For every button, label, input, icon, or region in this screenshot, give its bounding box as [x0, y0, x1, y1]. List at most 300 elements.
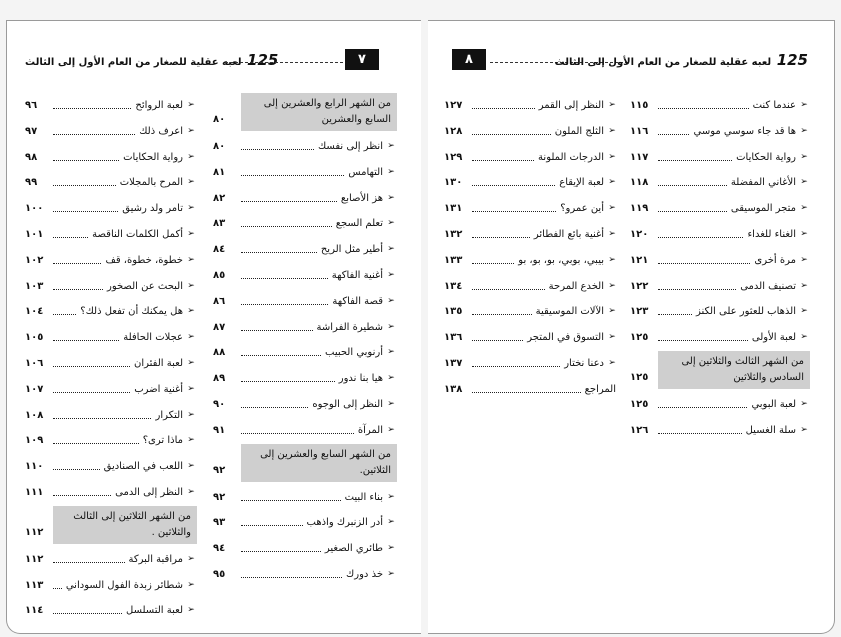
toc-page-number: ١٢٩ [444, 151, 463, 163]
toc-entry-title: سلة الغسيل [745, 424, 796, 436]
toc-page-number: ٩٤ [213, 543, 226, 555]
toc-page-number: ١٢٥ [630, 332, 649, 344]
toc-entry[interactable] [213, 392, 397, 418]
arrow-bullet-icon: ➢ [387, 568, 395, 579]
toc-leader-dots [241, 577, 342, 578]
toc-page-number: ٩٩ [25, 177, 38, 189]
toc-entry-title: الثلج الملون [554, 125, 604, 137]
toc-page-number: ١١٣ [25, 579, 44, 591]
arrow-bullet-icon: ➢ [800, 151, 808, 162]
toc-entry-title: اعرف ذلك [139, 125, 183, 137]
toc-leader-dots [241, 201, 337, 202]
toc-entry[interactable] [213, 315, 397, 341]
toc-leader-dots [472, 108, 535, 109]
toc-leader-dots [241, 149, 314, 150]
toc-leader-dots [472, 340, 523, 341]
toc-entry[interactable] [444, 299, 618, 325]
toc-entry[interactable] [25, 377, 197, 403]
toc-page-number: ١١٧ [630, 151, 649, 163]
arrow-bullet-icon: ➢ [800, 203, 808, 214]
toc-entry[interactable] [213, 289, 397, 315]
arrow-bullet-icon: ➢ [800, 100, 808, 110]
arrow-bullet-icon: ➢ [187, 435, 195, 446]
arrow-bullet-icon: ➢ [387, 373, 395, 384]
toc-entry[interactable] [213, 562, 397, 588]
toc-entry[interactable] [213, 510, 397, 536]
toc-leader-dots [472, 314, 532, 315]
section-title: من الشهر الثالث والثلاثين إلى السادس والثلاثين [681, 355, 804, 383]
toc-entry-title: بناء البيت [344, 491, 383, 503]
toc-page-number: ٩٦ [25, 100, 38, 111]
toc-entry[interactable] [25, 454, 197, 480]
arrow-bullet-icon: ➢ [187, 332, 195, 343]
toc-page-number: ١٠٦ [25, 357, 44, 369]
toc-leader-dots [53, 340, 119, 341]
arrow-bullet-icon: ➢ [387, 218, 395, 229]
toc-page-number: ١٢٣ [630, 306, 649, 318]
toc-page-number: ١١٥ [630, 100, 649, 111]
book-title [25, 51, 278, 69]
toc-entry[interactable] [213, 418, 397, 444]
toc-page-number: ١٢٨ [444, 125, 463, 137]
toc-leader-dots [658, 237, 743, 238]
toc-leader-dots [472, 185, 555, 186]
toc-page-number: ١٣١ [444, 203, 463, 215]
toc-entry-title: لعبة البوبي [751, 398, 796, 410]
toc-leader-dots [241, 330, 313, 331]
toc-page-number: ٨١ [213, 166, 226, 178]
toc-entry[interactable] [213, 160, 397, 186]
arrow-bullet-icon: ➢ [187, 409, 195, 420]
toc-entry-title: أرنوبي الحبيب [325, 347, 383, 359]
toc-page-number: ١٢٦ [630, 424, 649, 436]
toc-leader-dots [241, 551, 321, 552]
arrow-bullet-icon: ➢ [800, 177, 808, 188]
toc-entry-title: هيا بنا ندور [338, 373, 383, 385]
toc-page-number: ٩٨ [25, 151, 38, 163]
toc-leader-dots [53, 392, 130, 393]
toc-page-number: ٨٣ [213, 218, 226, 230]
toc-page-number: ٨٢ [213, 192, 226, 204]
toc-leader-dots [53, 366, 130, 367]
book-title-text: لعبه عقلية للصغار من العام الأول إلى الثالث [25, 57, 242, 68]
toc-leader-dots [658, 211, 727, 212]
toc-entry[interactable] [630, 325, 810, 351]
arrow-bullet-icon: ➢ [800, 125, 808, 136]
toc-page-number: ٨٨ [213, 347, 226, 359]
toc-entry[interactable] [444, 274, 618, 300]
toc-entry-title: لعبة الروائح [135, 100, 183, 111]
toc-entry-title: خطوة، خطوة، قف [105, 254, 183, 266]
toc-page-number: ٩٠ [213, 398, 226, 410]
arrow-bullet-icon: ➢ [608, 177, 616, 188]
arrow-bullet-icon: ➢ [608, 280, 616, 291]
toc-entry[interactable] [630, 392, 810, 418]
arrow-bullet-icon: ➢ [387, 166, 395, 177]
toc-leader-dots [53, 185, 116, 186]
toc-entry[interactable] [444, 222, 618, 248]
toc-page-number: ١٠٩ [25, 435, 44, 447]
toc-entry[interactable] [25, 480, 197, 506]
arrow-bullet-icon: ➢ [608, 151, 616, 162]
toc-leader-dots [53, 108, 131, 109]
page-header [428, 49, 834, 71]
toc-page-number: ١٠٣ [25, 280, 44, 292]
toc-entry-title: النظر إلى القمر [538, 100, 604, 111]
toc-leader-dots [472, 366, 560, 367]
book-title [555, 51, 808, 69]
toc-entry[interactable] [25, 547, 197, 573]
toc-page-number: ٨٩ [213, 373, 226, 385]
section-page-number: ٨٠ [213, 114, 226, 125]
toc-entry-title: عندما كنت [752, 100, 796, 111]
arrow-bullet-icon: ➢ [800, 398, 808, 409]
toc-entry[interactable] [213, 485, 397, 511]
toc-entry-title: لعبة الفئران [134, 357, 183, 369]
toc-entry[interactable] [630, 418, 810, 444]
toc-page-number: ١١٤ [25, 605, 44, 617]
toc-leader-dots [472, 134, 551, 135]
section-title: من الشهر الرابع والعشرين إلى السابع والعشرين [263, 98, 391, 125]
toc-leader-dots [241, 433, 354, 434]
toc-leader-dots [658, 314, 692, 315]
arrow-bullet-icon: ➢ [608, 100, 616, 110]
toc-entry-title: الذهاب للعثور على الكنز [695, 306, 796, 318]
section-title: من الشهر الثلاثين إلى الثالث والثلاثين . [73, 510, 191, 538]
toc-leader-dots [241, 252, 317, 253]
toc-page-number: ٩٣ [213, 517, 226, 529]
toc-entry[interactable] [25, 351, 197, 377]
toc-entry-title: الدرجات الملونة [538, 151, 604, 163]
toc-entry[interactable] [25, 299, 197, 325]
toc-leader-dots [658, 407, 747, 408]
toc-page-number: ١٣٢ [444, 228, 463, 240]
arrow-bullet-icon: ➢ [608, 125, 616, 136]
arrow-bullet-icon: ➢ [387, 398, 395, 409]
toc-entry[interactable] [630, 248, 810, 274]
toc-entry[interactable] [25, 196, 197, 222]
arrow-bullet-icon: ➢ [187, 100, 195, 110]
toc-entry-title: تصنيف الدمى [740, 280, 796, 292]
toc-entry-title: شطائر زبدة الفول السوداني [65, 579, 183, 591]
arrow-bullet-icon: ➢ [187, 228, 195, 239]
arrow-bullet-icon: ➢ [608, 306, 616, 317]
toc-page-number: ١٢٠ [630, 228, 649, 240]
page-header [7, 49, 421, 71]
toc-leader-dots [658, 134, 689, 135]
toc-page-number: ١٠٢ [25, 254, 44, 266]
toc-entry[interactable] [444, 93, 618, 119]
toc-entry[interactable] [25, 119, 197, 145]
toc-entry-title: عجلات الحافلة [123, 332, 183, 344]
arrow-bullet-icon: ➢ [387, 517, 395, 528]
toc-entry-title: المراجع [584, 383, 616, 395]
toc-entry-title: الأغاني المفضلة [730, 177, 796, 189]
toc-entry-title: النظر إلى الدمى [115, 486, 183, 498]
toc-entry-title: اللعب في الصناديق [103, 461, 183, 473]
toc-entry-title: هل يمكنك أن تفعل ذلك؟ [80, 306, 183, 318]
toc-page-number: ١١٢ [25, 553, 44, 565]
toc-entry[interactable] [25, 325, 197, 351]
toc-entry[interactable] [444, 196, 618, 222]
toc-page-number: ١١٩ [630, 203, 649, 215]
toc-leader-dots [472, 237, 530, 238]
toc-entry-title: المرح بالمجلات [119, 177, 183, 189]
toc-leader-dots [53, 588, 62, 589]
toc-entry[interactable] [444, 377, 618, 403]
arrow-bullet-icon: ➢ [608, 254, 616, 265]
toc-leader-dots [241, 304, 328, 305]
toc-leader-dots [53, 443, 139, 444]
toc-entry-title: لعبة الأولى [751, 332, 796, 344]
arrow-bullet-icon: ➢ [387, 491, 395, 502]
toc-page-number: ١٠١ [25, 228, 44, 240]
toc-entry-title: البحث عن الصخور [106, 280, 183, 292]
toc-entry[interactable] [630, 222, 810, 248]
toc-page-number: ١٣٣ [444, 254, 463, 266]
arrow-bullet-icon: ➢ [187, 605, 195, 616]
toc-leader-dots [241, 407, 308, 408]
arrow-bullet-icon: ➢ [387, 141, 395, 151]
toc-entry[interactable] [25, 222, 197, 248]
toc-entry[interactable] [25, 274, 197, 300]
toc-leader-dots [53, 562, 125, 563]
toc-entry[interactable] [630, 196, 810, 222]
toc-entry[interactable] [213, 237, 397, 263]
toc-leader-dots [241, 500, 341, 501]
section-title: من الشهر السابع والعشرين إلى الثلاثين. [260, 448, 391, 476]
toc-entry-title: أطير مثل الريح [320, 244, 383, 256]
toc-leader-dots [658, 108, 749, 109]
toc-entry-title: مراقبة البركة [128, 553, 183, 565]
arrow-bullet-icon: ➢ [387, 295, 395, 306]
toc-entry[interactable] [25, 248, 197, 274]
toc-leader-dots [241, 278, 328, 279]
toc-entry[interactable] [630, 274, 810, 300]
toc-leader-dots [658, 289, 736, 290]
book-spine [421, 0, 428, 637]
toc-page-number: ١٠٠ [25, 203, 44, 215]
toc-section-header [213, 444, 397, 482]
toc-leader-dots [241, 175, 344, 176]
toc-page-number: ١٠٥ [25, 332, 44, 344]
toc-leader-dots [53, 469, 100, 470]
toc-entry[interactable] [213, 340, 397, 366]
toc-page-number: ١١١ [25, 486, 44, 498]
arrow-bullet-icon: ➢ [187, 357, 195, 368]
toc-column-left [444, 93, 618, 403]
toc-page-number: ١٠٨ [25, 409, 44, 421]
toc-leader-dots [241, 355, 321, 356]
toc-page-number: ١٣٧ [444, 357, 463, 369]
toc-entry-title: أغنية بائع الفطائر [533, 228, 604, 240]
toc-section-header [630, 351, 810, 389]
arrow-bullet-icon: ➢ [387, 192, 395, 203]
toc-leader-dots [658, 433, 742, 434]
toc-entry-title: أغنية الفاكهة [331, 269, 383, 281]
toc-page-number: ١٣٥ [444, 306, 463, 318]
toc-leader-dots [658, 160, 732, 161]
toc-entry[interactable] [444, 119, 618, 145]
toc-entry-title: التكرار [155, 409, 183, 421]
toc-entry-title: التسوق في المتجر [527, 332, 604, 344]
toc-page-number: ١٣٨ [444, 383, 463, 395]
toc-entry-title: المرآة [357, 424, 383, 436]
toc-entry-title: تعلم السجع [335, 218, 383, 230]
toc-entry-title: النظر إلى الوجوه [312, 398, 383, 410]
page-number: ٨ [452, 49, 486, 70]
arrow-bullet-icon: ➢ [187, 203, 195, 214]
toc-leader-dots [241, 226, 332, 227]
toc-leader-dots [53, 263, 101, 264]
toc-entry-title: لعبة الإيقاع [559, 177, 604, 189]
arrow-bullet-icon: ➢ [387, 269, 395, 280]
toc-entry-title: شطيرة الفراشة [316, 321, 383, 333]
toc-page-number: ٩٧ [25, 125, 38, 137]
toc-leader-dots [53, 211, 118, 212]
arrow-bullet-icon: ➢ [800, 280, 808, 291]
toc-page-number: ٩١ [213, 424, 226, 436]
page-number: ٧ [345, 49, 379, 70]
toc-leader-dots [53, 134, 135, 135]
toc-leader-dots [472, 160, 534, 161]
toc-entry[interactable] [444, 351, 618, 377]
toc-page-number: ١٣٤ [444, 280, 463, 292]
arrow-bullet-icon: ➢ [187, 306, 195, 317]
book-title-number: 125 [776, 51, 808, 69]
arrow-bullet-icon: ➢ [387, 347, 395, 358]
section-page-number: ١١٢ [25, 526, 44, 538]
arrow-bullet-icon: ➢ [187, 151, 195, 162]
toc-entry[interactable] [213, 134, 397, 160]
arrow-bullet-icon: ➢ [187, 461, 195, 472]
toc-entry[interactable] [25, 93, 197, 119]
arrow-bullet-icon: ➢ [387, 244, 395, 255]
toc-entry[interactable] [213, 186, 397, 212]
toc-entry[interactable] [213, 263, 397, 289]
toc-entry-title: انظر إلى نفسك [318, 141, 383, 152]
toc-entry-title: متجر الموسيقى [730, 203, 796, 215]
toc-page-number: ٩٢ [213, 491, 226, 503]
toc-leader-dots [53, 418, 151, 419]
toc-entry[interactable] [25, 145, 197, 171]
toc-page-number: ١٢٧ [444, 100, 463, 111]
toc-leader-dots [472, 289, 545, 290]
arrow-bullet-icon: ➢ [608, 332, 616, 343]
toc-entry[interactable] [630, 299, 810, 325]
toc-entry-title: هز الأصابع [340, 192, 383, 204]
arrow-bullet-icon: ➢ [387, 424, 395, 435]
toc-page-number: ٨٠ [213, 141, 226, 152]
toc-entry[interactable] [630, 119, 810, 145]
toc-entry-title: تامر ولد رشيق [122, 203, 183, 215]
toc-entry[interactable] [25, 403, 197, 429]
toc-entry-title: أكمل الكلمات الناقصة [92, 228, 183, 240]
arrow-bullet-icon: ➢ [800, 254, 808, 265]
toc-entry-title: طائري الصغير [324, 543, 383, 555]
toc-column-right [213, 93, 397, 588]
toc-entry[interactable] [630, 170, 810, 196]
toc-entry-title: بيبي، بوبي، بو، بو، بو [518, 254, 604, 266]
arrow-bullet-icon: ➢ [608, 228, 616, 239]
toc-entry[interactable] [25, 170, 197, 196]
toc-page-number: ٨٥ [213, 269, 226, 281]
toc-column-left [25, 93, 197, 624]
toc-page-number: ١١٨ [630, 177, 649, 189]
toc-leader-dots [472, 263, 514, 264]
section-page-number: ٩٢ [213, 464, 226, 476]
toc-page-number: ٨٧ [213, 321, 226, 333]
toc-entry-title: رواية الحكايات [736, 151, 796, 163]
toc-entry[interactable] [213, 366, 397, 392]
toc-entry-title: أغنية اضرب [134, 383, 183, 395]
toc-entry[interactable] [25, 428, 197, 454]
toc-entry[interactable] [444, 145, 618, 171]
toc-leader-dots [53, 160, 119, 161]
toc-entry[interactable] [213, 536, 397, 562]
toc-entry[interactable] [444, 325, 618, 351]
page-right [428, 20, 835, 634]
toc-leader-dots [53, 314, 76, 315]
toc-entry-title: الغناء للغداء [747, 228, 796, 240]
arrow-bullet-icon: ➢ [187, 177, 195, 188]
toc-column-right [630, 93, 810, 444]
arrow-bullet-icon: ➢ [187, 486, 195, 497]
toc-entry-title: ها قد جاء سوسي موسي [693, 125, 796, 137]
arrow-bullet-icon: ➢ [387, 543, 395, 554]
toc-entry[interactable] [630, 93, 810, 119]
toc-entry[interactable] [444, 170, 618, 196]
toc-leader-dots [472, 392, 581, 393]
toc-section-header [25, 506, 197, 544]
toc-entry[interactable] [213, 211, 397, 237]
toc-leader-dots [53, 613, 122, 614]
toc-page-number: ١٣٦ [444, 332, 463, 344]
toc-entry-title: الآلات الموسيقية [535, 306, 604, 318]
toc-entry[interactable] [444, 248, 618, 274]
toc-entry[interactable] [25, 598, 197, 624]
toc-entry-title: خذ دورك [346, 568, 383, 580]
toc-entry[interactable] [25, 573, 197, 599]
arrow-bullet-icon: ➢ [608, 357, 616, 368]
toc-entry[interactable] [630, 145, 810, 171]
toc-page-number: ٨٦ [213, 295, 226, 307]
toc-page-number: ١١٦ [630, 125, 649, 137]
arrow-bullet-icon: ➢ [608, 203, 616, 214]
toc-entry-title: أدر الزنبرك واذهب [306, 517, 383, 529]
header-dash-line [225, 62, 343, 63]
toc-entry-title: مرة أخرى [754, 254, 796, 266]
toc-leader-dots [241, 381, 335, 382]
toc-page-number: ١٣٠ [444, 177, 463, 189]
toc-page-number: ١٠٤ [25, 306, 44, 318]
toc-leader-dots [472, 211, 556, 212]
arrow-bullet-icon: ➢ [387, 321, 395, 332]
arrow-bullet-icon: ➢ [187, 125, 195, 136]
toc-leader-dots [53, 495, 111, 496]
toc-entry-title: الخدع المرحة [548, 280, 604, 292]
toc-page-number: ١٠٧ [25, 383, 44, 395]
toc-entry-title: دعنا نختار [564, 357, 604, 369]
toc-section-header [213, 93, 397, 131]
toc-entry-title: قصة الفاكهة [332, 295, 383, 307]
book-title-text: لعبه عقلية للصغار من العام الأول إلى الثالث [554, 57, 772, 68]
book-title-number: 125 [247, 51, 279, 69]
toc-entry-title: ماذا ترى؟ [142, 435, 183, 447]
toc-page-number: ١٢٥ [630, 398, 649, 410]
toc-page-number: ١٢٢ [630, 280, 649, 292]
arrow-bullet-icon: ➢ [800, 332, 808, 343]
